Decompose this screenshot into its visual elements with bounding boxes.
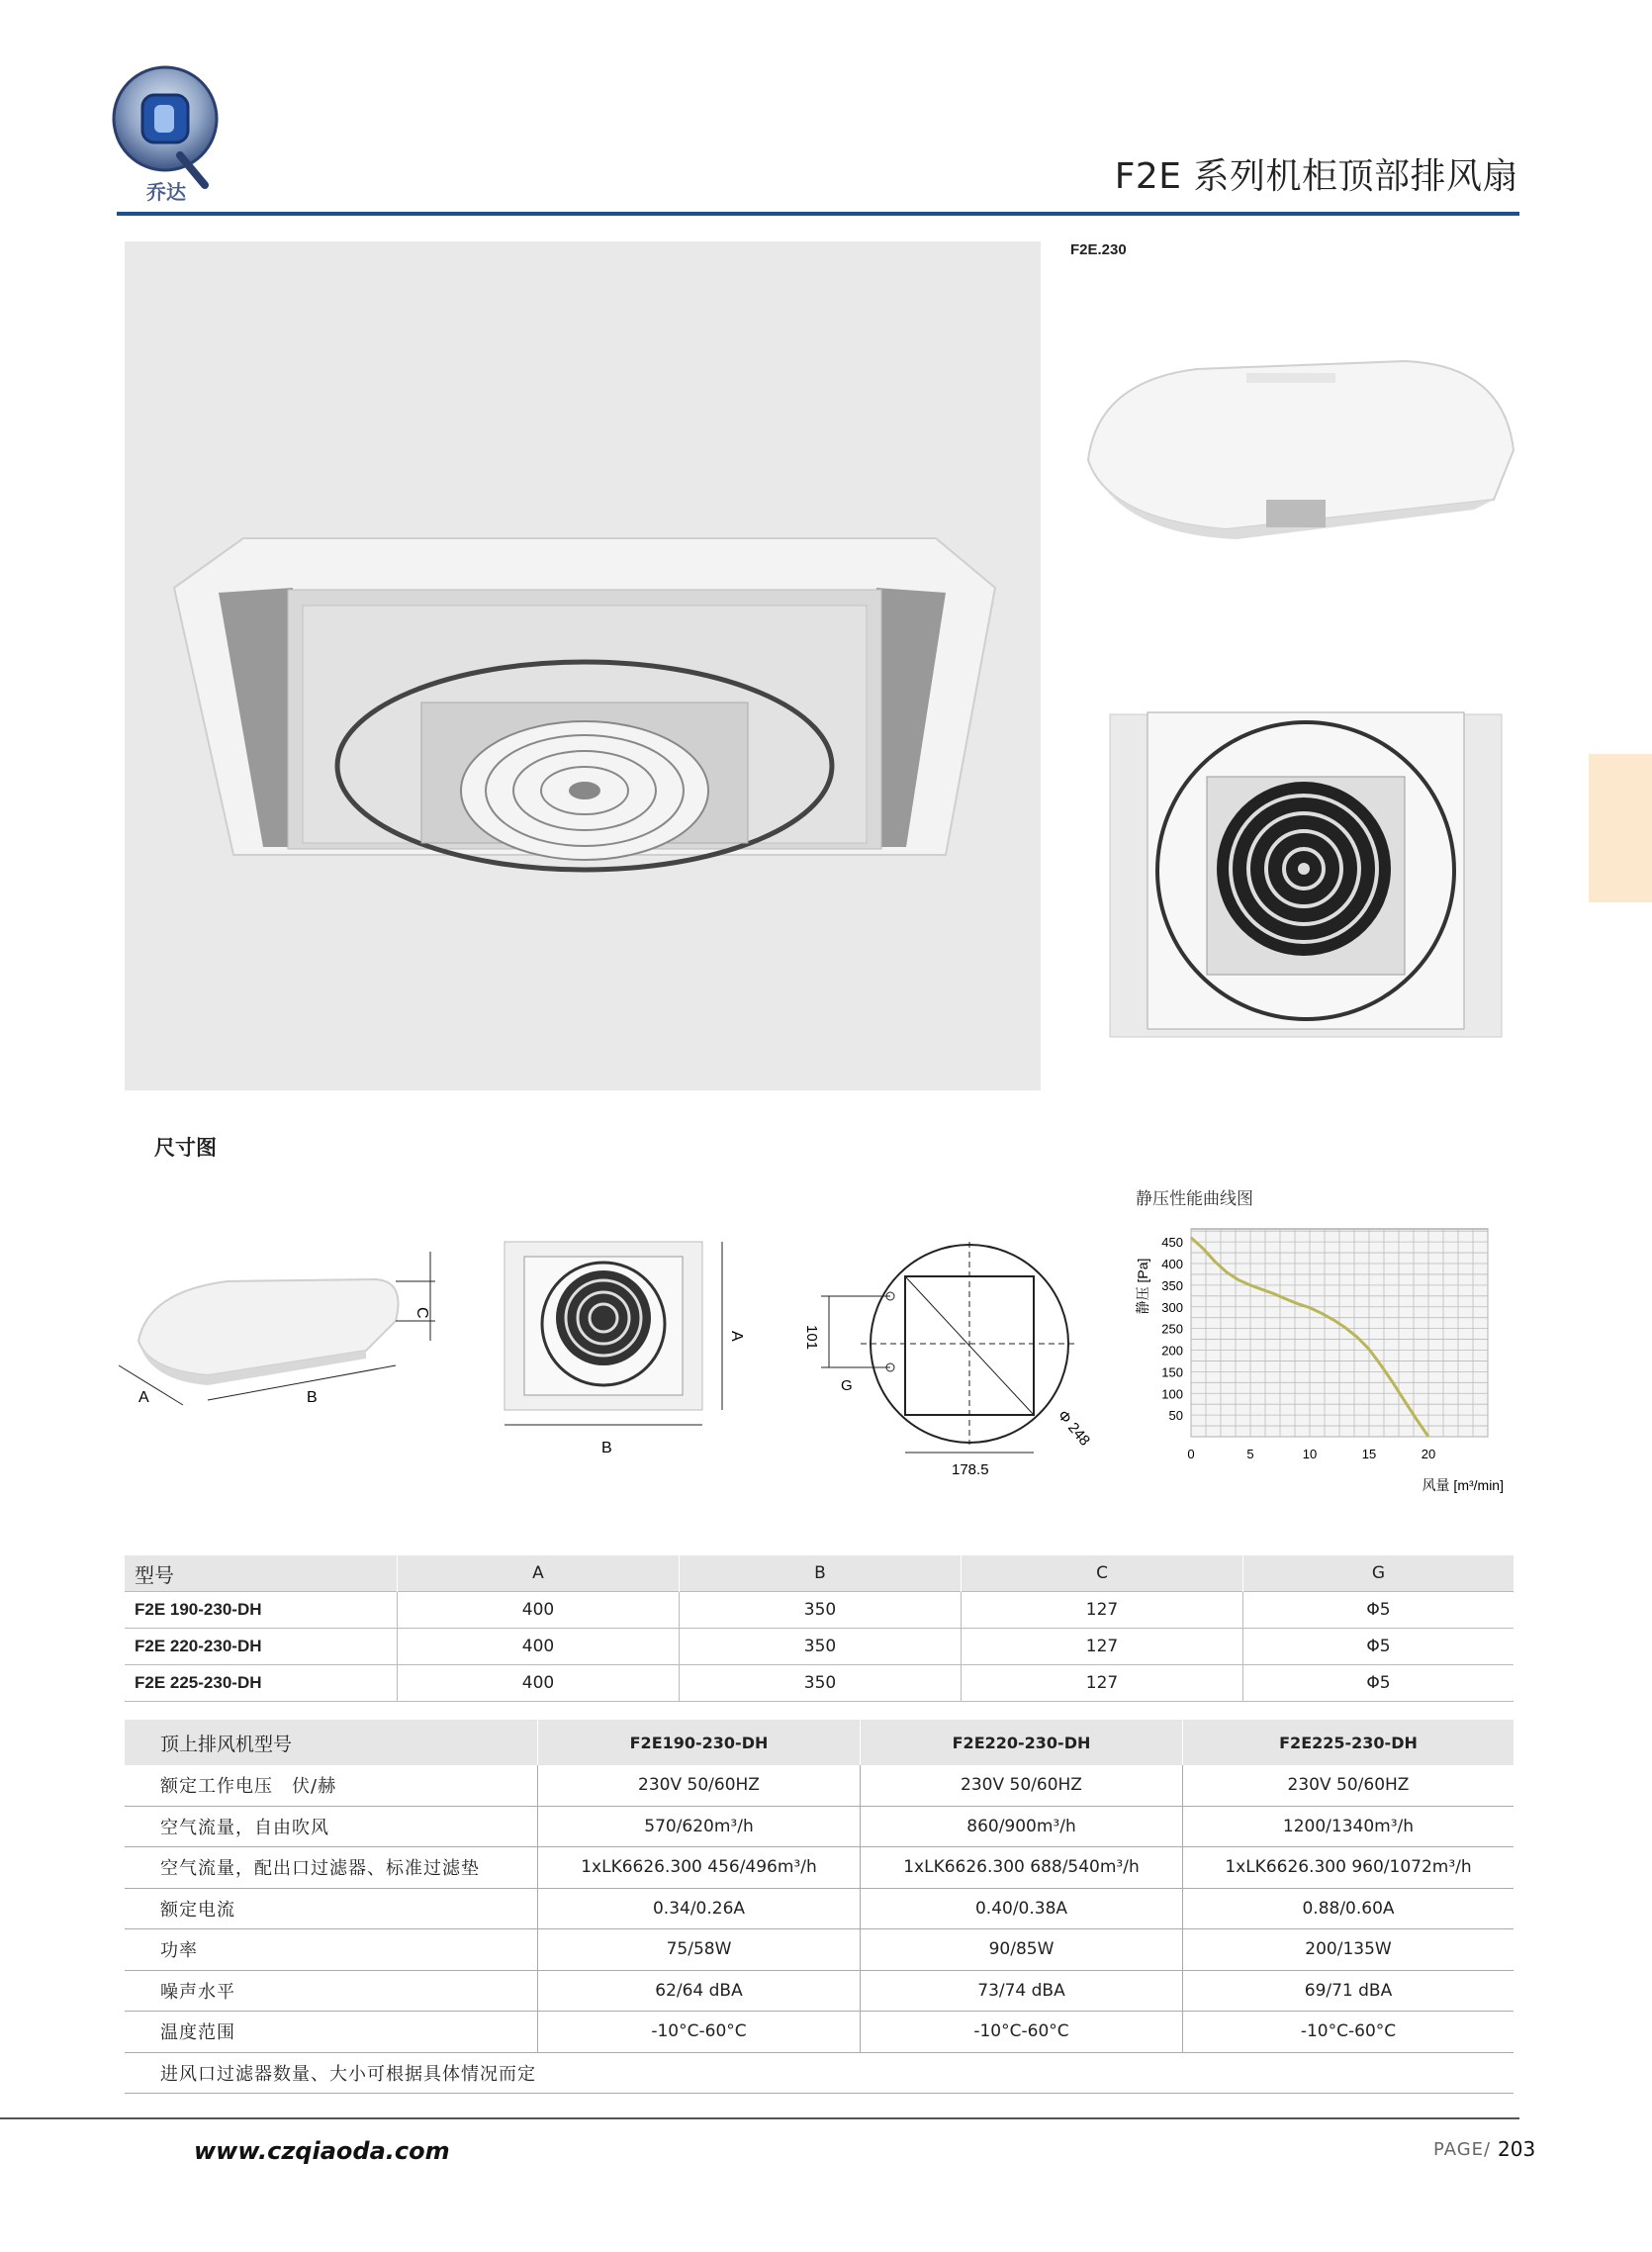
dim-header-model: 型号 bbox=[125, 1555, 398, 1592]
spec-cell: 200/135W bbox=[1183, 1929, 1514, 1971]
chart-xlabel: 风量 [m³/min] bbox=[1422, 1477, 1504, 1493]
spec-cell: 0.88/0.60A bbox=[1183, 1888, 1514, 1929]
chart-title: 静压性能曲线图 bbox=[1136, 1189, 1253, 1209]
spec-row-label: 空气流量，配出口过滤器、标准过滤垫 bbox=[125, 1847, 538, 1889]
product-model-label: F2E.230 bbox=[1070, 241, 1127, 258]
spec-row-label: 额定电流 bbox=[125, 1888, 538, 1929]
spec-cell: 570/620m³/h bbox=[538, 1806, 861, 1847]
dim-header-c: C bbox=[962, 1555, 1243, 1592]
dim-cell: 350 bbox=[680, 1665, 962, 1702]
table-row bbox=[125, 2012, 1514, 2053]
spec-cell: 1200/1340m³/h bbox=[1183, 1806, 1514, 1847]
front-dim-label-a: A bbox=[728, 1331, 745, 1342]
spec-cell: 230V 50/60HZ bbox=[1183, 1765, 1514, 1806]
y-axis-ticks bbox=[1161, 1235, 1183, 1423]
dim-label-b: B bbox=[307, 1389, 318, 1406]
front-dim-label-b: B bbox=[601, 1440, 612, 1456]
x-axis-ticks bbox=[1187, 1447, 1435, 1461]
cutout-label-178: 178.5 bbox=[952, 1461, 989, 1478]
spec-cell: -10°C-60°C bbox=[861, 2012, 1183, 2053]
spec-header-row bbox=[125, 1720, 1514, 1765]
dim-cell: F2E 220-230-DH bbox=[125, 1629, 398, 1665]
spec-cell: -10°C-60°C bbox=[1183, 2012, 1514, 2053]
footer-divider bbox=[0, 2117, 1519, 2119]
spec-header-model-1: F2E190-230-DH bbox=[538, 1720, 861, 1765]
x-tick-label: 5 bbox=[1246, 1447, 1254, 1461]
spec-cell: 1xLK6626.300 456/496m³/h bbox=[538, 1847, 861, 1889]
spec-cell: 69/71 dBA bbox=[1183, 1970, 1514, 2012]
table-row bbox=[125, 2052, 1514, 2094]
spec-row-label: 温度范围 bbox=[125, 2012, 538, 2053]
dim-label-c: C bbox=[413, 1307, 430, 1319]
dim-header-a: A bbox=[398, 1555, 680, 1592]
y-tick-label: 450 bbox=[1161, 1235, 1183, 1251]
spec-header-label: 顶上排风机型号 bbox=[125, 1720, 538, 1765]
dim-cell: F2E 190-230-DH bbox=[125, 1592, 398, 1629]
spec-cell: 73/74 dBA bbox=[861, 1970, 1183, 2012]
table-row bbox=[125, 1888, 1514, 1929]
spec-row-label: 额定工作电压 伏/赫 bbox=[125, 1765, 538, 1806]
cutout-label-101: 101 bbox=[803, 1325, 820, 1351]
spec-cell: -10°C-60°C bbox=[538, 2012, 861, 2053]
product-photo-front bbox=[1108, 703, 1504, 1039]
spec-header-model-3: F2E225-230-DH bbox=[1183, 1720, 1514, 1765]
spec-cell: 1xLK6626.300 688/540m³/h bbox=[861, 1847, 1183, 1889]
x-tick-label: 0 bbox=[1187, 1447, 1195, 1461]
table-row bbox=[125, 1629, 1514, 1665]
cutout-label-phi: Φ 248 bbox=[1054, 1407, 1094, 1450]
dim-cell: Φ5 bbox=[1243, 1629, 1514, 1665]
dim-cell: 127 bbox=[962, 1629, 1243, 1665]
spec-cell: 75/58W bbox=[538, 1929, 861, 1971]
y-tick-label: 150 bbox=[1161, 1364, 1183, 1380]
dim-cell: 400 bbox=[398, 1592, 680, 1629]
dim-cell: 350 bbox=[680, 1592, 962, 1629]
dim-cell: 400 bbox=[398, 1629, 680, 1665]
y-tick-label: 300 bbox=[1161, 1299, 1183, 1315]
spec-header-model-2: F2E220-230-DH bbox=[861, 1720, 1183, 1765]
spec-cell: 230V 50/60HZ bbox=[861, 1765, 1183, 1806]
dimension-drawing-cutout bbox=[791, 1227, 1108, 1484]
dim-header-g: G bbox=[1243, 1555, 1514, 1592]
y-tick-label: 200 bbox=[1161, 1343, 1183, 1359]
footer-page-number: 203 bbox=[1498, 2137, 1536, 2161]
dim-cell: Φ5 bbox=[1243, 1665, 1514, 1702]
header-divider bbox=[117, 212, 1519, 216]
fan-unit-underside-illustration bbox=[125, 241, 1041, 1090]
spec-row-label: 功率 bbox=[125, 1929, 538, 1971]
y-tick-label: 400 bbox=[1161, 1257, 1183, 1271]
spec-note: 进风口过滤器数量、大小可根据具体情况而定 bbox=[125, 2052, 1514, 2094]
spec-cell: 62/64 dBA bbox=[538, 1970, 861, 2012]
spec-cell: 0.40/0.38A bbox=[861, 1888, 1183, 1929]
y-tick-label: 50 bbox=[1168, 1408, 1183, 1424]
dim-label-a: A bbox=[138, 1389, 149, 1406]
table-row bbox=[125, 1665, 1514, 1702]
dim-cell: 127 bbox=[962, 1592, 1243, 1629]
dimension-drawing-front bbox=[495, 1237, 752, 1459]
spec-row-label: 噪声水平 bbox=[125, 1970, 538, 2012]
page-title: F2E 系列机柜顶部排风扇 bbox=[1114, 156, 1518, 197]
cutout-label-g: G bbox=[841, 1377, 853, 1394]
dimensions-table bbox=[125, 1555, 1514, 1702]
dimension-drawing-perspective bbox=[109, 1242, 445, 1420]
dim-header-b: B bbox=[680, 1555, 962, 1592]
y-tick-label: 350 bbox=[1161, 1277, 1183, 1293]
x-tick-label: 15 bbox=[1361, 1447, 1377, 1461]
x-tick-label: 10 bbox=[1302, 1447, 1318, 1461]
dim-cell: 350 bbox=[680, 1629, 962, 1665]
spec-cell: 0.34/0.26A bbox=[538, 1888, 861, 1929]
table-row bbox=[125, 1929, 1514, 1971]
chart-ylabel: 静压 [Pa] bbox=[1135, 1258, 1150, 1315]
specifications-table bbox=[125, 1720, 1514, 2094]
table-row bbox=[125, 1592, 1514, 1629]
dimensions-header-row bbox=[125, 1555, 1514, 1592]
spec-cell: 1xLK6626.300 960/1072m³/h bbox=[1183, 1847, 1514, 1889]
dim-cell: 127 bbox=[962, 1665, 1243, 1702]
product-photo-main bbox=[125, 241, 1041, 1090]
dim-cell: F2E 225-230-DH bbox=[125, 1665, 398, 1702]
table-row bbox=[125, 1765, 1514, 1806]
spec-row-label: 空气流量，自由吹风 bbox=[125, 1806, 538, 1847]
spec-cell: 230V 50/60HZ bbox=[538, 1765, 861, 1806]
performance-curve-chart bbox=[1128, 1217, 1523, 1504]
dim-cell: 400 bbox=[398, 1665, 680, 1702]
table-row bbox=[125, 1970, 1514, 2012]
product-photo-side bbox=[1078, 351, 1517, 539]
spec-cell: 860/900m³/h bbox=[861, 1806, 1183, 1847]
footer-website-link[interactable]: www.czqiaoda.com bbox=[194, 2137, 450, 2165]
y-tick-label: 100 bbox=[1161, 1386, 1183, 1402]
logo-text: 乔达 bbox=[146, 180, 186, 204]
footer-page-label: PAGE/ bbox=[1433, 2139, 1492, 2160]
spec-cell: 90/85W bbox=[861, 1929, 1183, 1971]
table-row bbox=[125, 1847, 1514, 1889]
chart-grid bbox=[1191, 1229, 1488, 1437]
dim-cell: Φ5 bbox=[1243, 1592, 1514, 1629]
side-tab-marker bbox=[1589, 754, 1652, 902]
table-row bbox=[125, 1806, 1514, 1847]
y-tick-label: 250 bbox=[1161, 1321, 1183, 1337]
dimension-section-title: 尺寸图 bbox=[154, 1136, 217, 1160]
x-tick-label: 20 bbox=[1421, 1447, 1436, 1461]
